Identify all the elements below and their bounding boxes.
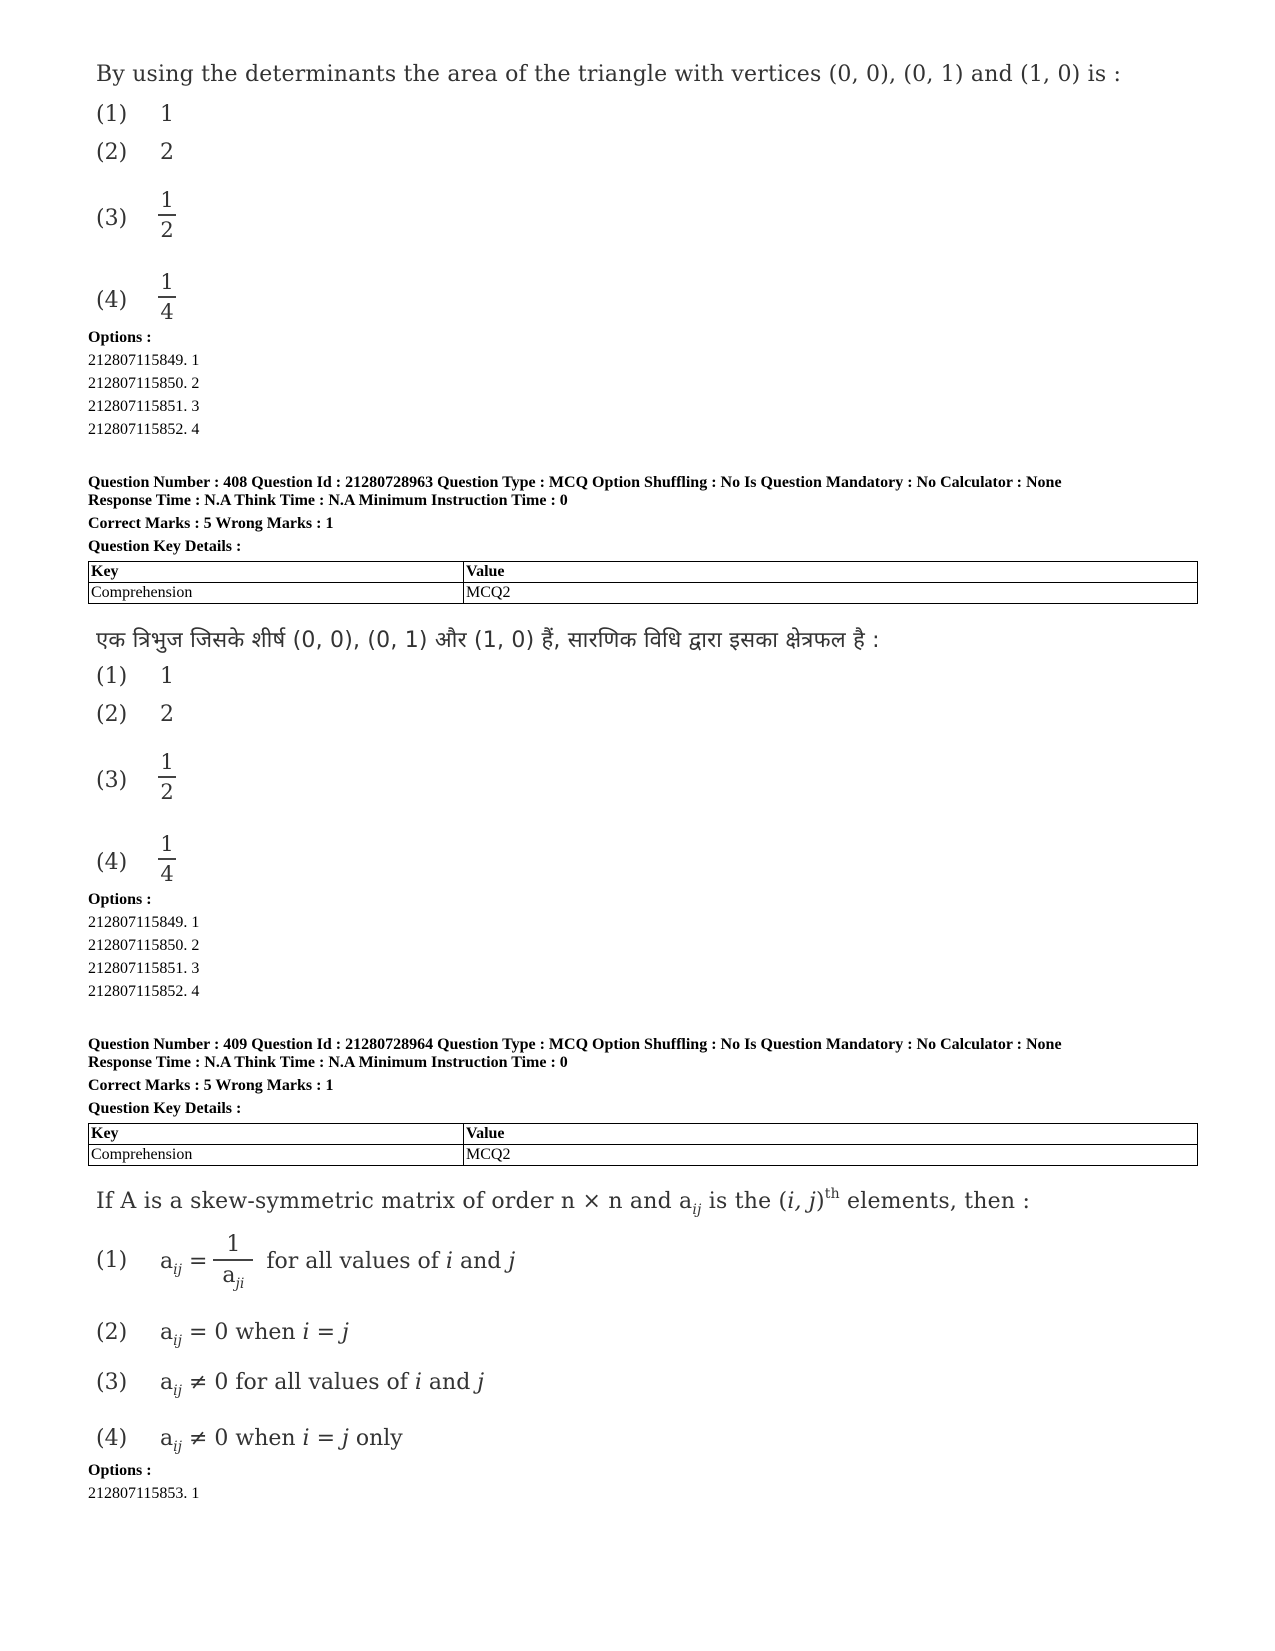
fraction-bar (213, 1259, 253, 1261)
q408-option-id-3: 212807115851. 3 (88, 960, 200, 977)
table-header-row (89, 562, 1198, 583)
math-term: a (160, 1248, 174, 1274)
q408-option-1-value: 1 (160, 664, 174, 689)
subscript: ij (692, 1202, 702, 1218)
q407-option-4-number: (4) (96, 288, 128, 313)
q409-option-1-expression (160, 1232, 515, 1292)
subscript: ij (173, 1333, 182, 1349)
q407-option-id-3: 212807115851. 3 (88, 398, 200, 415)
math-operator: = (181, 1248, 208, 1274)
subscript: ji (235, 1275, 245, 1292)
superscript: th (824, 1186, 840, 1202)
option-text: = 0 when (181, 1320, 303, 1345)
question-text-part: is the ( (701, 1189, 788, 1214)
math-variable: i (414, 1370, 422, 1395)
fraction-numerator: 1 (160, 188, 174, 212)
fraction-bar (158, 214, 176, 216)
q408-option-1-number: (1) (96, 664, 128, 689)
q409-option-4-expression (160, 1426, 403, 1455)
q407-option-id-2: 212807115850. 2 (88, 375, 200, 392)
table-header-key: Key (89, 562, 464, 583)
table-header-key: Key (89, 1124, 464, 1145)
math-term: a (160, 1426, 174, 1451)
math-term: a (160, 1370, 174, 1395)
q409-option-1-number: (1) (96, 1248, 128, 1273)
q408-options-label: Options : (88, 891, 152, 908)
math-condition: i = j (302, 1426, 349, 1451)
fraction-bar (158, 296, 176, 298)
table-header-value: Value (464, 1124, 1198, 1145)
table-row (89, 583, 1198, 604)
fraction-denominator: 4 (160, 299, 174, 324)
q409-option-id-1: 212807115853. 1 (88, 1485, 200, 1502)
table-cell-value: MCQ2 (464, 583, 1198, 604)
q408-meta-line-1: Question Number : 408 Question Id : 21280728963 Question Type : MCQ Option Shuffling : No Is Question Mandatory : No Calculator : None (88, 474, 1062, 491)
q409-meta-line-1: Question Number : 409 Question Id : 21280728964 Question Type : MCQ Option Shuffling : No Is Question Mandatory : No Calculator : None (88, 1036, 1062, 1053)
table-header-value: Value (464, 562, 1198, 583)
q409-marks: Correct Marks : 5 Wrong Marks : 1 (88, 1077, 334, 1094)
fraction-denominator: 2 (160, 779, 174, 804)
option-text: ≠ 0 for all values of (181, 1370, 415, 1395)
math-variable: j (508, 1248, 516, 1274)
question-text-part: If A is a skew-symmetric matrix of order n × n and a (96, 1189, 693, 1214)
q408-key-details-label: Question Key Details : (88, 538, 242, 555)
q409-key-table (88, 1123, 1198, 1166)
question-409-text (96, 1186, 1030, 1218)
math-condition: i = j (302, 1320, 349, 1345)
table-header-row (89, 1124, 1198, 1145)
q408-option-2-number: (2) (96, 702, 128, 727)
fraction-bar (158, 858, 176, 860)
option-text: for all values of (259, 1248, 446, 1274)
option-text: and (421, 1370, 478, 1395)
q407-option-1-value: 1 (160, 102, 174, 127)
question-407-text: By using the determinants the area of the triangle with vertices (0, 0), (0, 1) and (1, 0) is : (96, 62, 1122, 87)
q409-option-3-number: (3) (96, 1370, 128, 1395)
q408-option-2-value: 2 (160, 702, 174, 727)
subscript: ij (173, 1383, 182, 1399)
fraction-numerator: 1 (160, 270, 174, 294)
q407-option-id-1: 212807115849. 1 (88, 352, 200, 369)
fraction-numerator: 1 (160, 750, 174, 774)
q408-option-3-fraction (158, 750, 176, 804)
q408-marks: Correct Marks : 5 Wrong Marks : 1 (88, 515, 334, 532)
q407-options-label: Options : (88, 329, 152, 346)
q408-option-3-number: (3) (96, 768, 128, 793)
q408-option-id-1: 212807115849. 1 (88, 914, 200, 931)
fraction-denominator (222, 1263, 244, 1292)
q408-meta-line-2: Response Time : N.A Think Time : N.A Minimum Instruction Time : 0 (88, 492, 568, 509)
option-text: and (452, 1248, 509, 1274)
fraction-bar (158, 776, 176, 778)
q409-option-3-expression (160, 1370, 484, 1399)
q409-key-details-label: Question Key Details : (88, 1100, 242, 1117)
q407-option-4-fraction (158, 270, 176, 324)
subscript: ij (173, 1261, 182, 1278)
option-text: ≠ 0 when (181, 1426, 303, 1451)
q407-option-id-4: 212807115852. 4 (88, 421, 200, 438)
q408-key-table (88, 561, 1198, 604)
math-term: a (222, 1262, 236, 1288)
q409-options-label: Options : (88, 1462, 152, 1479)
fraction-denominator: 4 (160, 861, 174, 886)
question-text-part: ) (815, 1189, 825, 1214)
q409-option-2-number: (2) (96, 1320, 128, 1345)
table-cell-value: MCQ2 (464, 1145, 1198, 1166)
q409-meta-line-2: Response Time : N.A Think Time : N.A Minimum Instruction Time : 0 (88, 1054, 568, 1071)
q409-option-4-number: (4) (96, 1426, 128, 1451)
question-408-text: एक त्रिभुज जिसके शीर्ष (0, 0), (0, 1) और (1, 0) हैं, सारणिक विधि द्वारा इसका क्षेत्रफल है : (96, 628, 880, 653)
q407-option-2-number: (2) (96, 140, 128, 165)
q407-option-2-value: 2 (160, 140, 174, 165)
q407-option-3-number: (3) (96, 206, 128, 231)
q408-option-4-number: (4) (96, 850, 128, 875)
q407-option-1-number: (1) (96, 102, 128, 127)
table-cell-key: Comprehension (89, 583, 464, 604)
math-variable: i, j (787, 1189, 816, 1214)
subscript: ij (173, 1439, 182, 1455)
table-cell-key: Comprehension (89, 1145, 464, 1166)
math-variable: i (445, 1248, 453, 1274)
question-text-part: elements, then : (839, 1189, 1031, 1214)
fraction-numerator: 1 (160, 832, 174, 856)
math-fraction (213, 1232, 253, 1292)
q407-option-3-fraction (158, 188, 176, 242)
fraction-numerator: 1 (226, 1232, 241, 1257)
q408-option-id-2: 212807115850. 2 (88, 937, 200, 954)
math-term: a (160, 1320, 174, 1345)
option-text: only (348, 1426, 403, 1451)
fraction-denominator: 2 (160, 217, 174, 242)
q408-option-id-4: 212807115852. 4 (88, 983, 200, 1000)
table-row (89, 1145, 1198, 1166)
q408-option-4-fraction (158, 832, 176, 886)
q409-option-2-expression (160, 1320, 349, 1349)
math-variable: j (477, 1370, 485, 1395)
